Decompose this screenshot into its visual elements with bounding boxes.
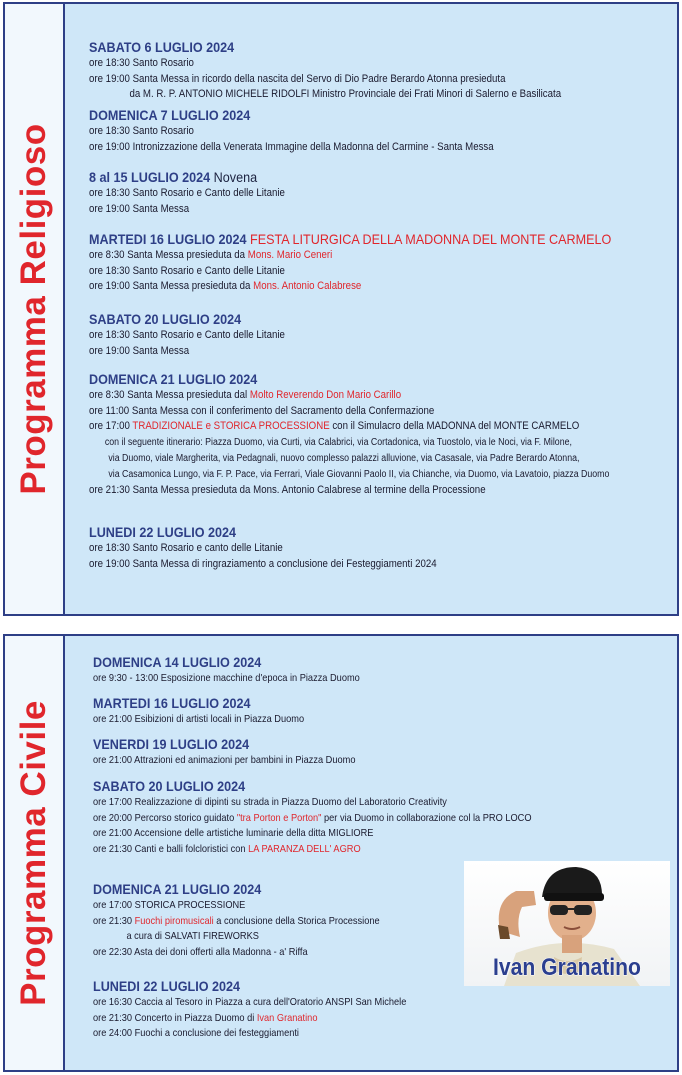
event-line [89, 140, 494, 156]
day-date: MARTEDI 16 LUGLIO 2024 [89, 231, 247, 247]
event-text: ore 19:00 Santa Messa [89, 344, 190, 357]
event-text: ore 18:30 Santo Rosario [89, 125, 194, 137]
event-text-cont: a conclusione della Storica Processione [213, 914, 380, 927]
day-heading [89, 169, 289, 186]
feast-title: FESTA LITURGICA DELLA MADONNA DEL MONTE CARMELO [246, 231, 612, 247]
event-line [93, 929, 380, 945]
event-line [89, 541, 437, 557]
event-line [89, 87, 561, 103]
event-text: ore 8:30 Santa Messa presieduta da [89, 249, 248, 261]
day-date: 8 al 15 LUGLIO 2024 [89, 169, 211, 185]
event-text: ore 21:00 Attrazioni ed animazioni per bambini in Piazza Duomo [93, 754, 356, 766]
event-highlight: Mons. Antonio Calabrese [253, 280, 362, 292]
event-text: con il seguente itinerario: Piazza Duomo, via Curti, via Calabrici, via Cortadonica, via Tuostolo, via le Noci, via F. Milone, [104, 436, 572, 448]
event-text: ore 8:30 Santa Messa presieduta dal [89, 389, 250, 401]
event-line [89, 557, 437, 573]
event-text: ore 22:30 Asta dei doni offerti alla Madonna - a' Riffa [93, 945, 308, 958]
event-highlight: "tra Porton e Porton" [236, 811, 322, 824]
event-line [89, 344, 285, 360]
event-text: ore 17:00 STORICA PROCESSIONE [93, 899, 246, 911]
event-text: ore 19:00 Santa Messa presieduta da [89, 280, 254, 292]
event-line [93, 753, 355, 769]
event-line [89, 451, 609, 467]
day-heading [89, 371, 621, 388]
event-text: ore 9:30 - 13:00 Esposizione macchine d'epoca in Piazza Duomo [93, 672, 360, 684]
programma-civile-panel [3, 634, 679, 1072]
schedule-day [93, 778, 591, 857]
event-highlight: LA PARANZA DELL' AGRO [248, 842, 361, 855]
day-heading-suffix: Novena [210, 169, 258, 185]
day-heading [93, 881, 386, 898]
schedule-day [93, 736, 391, 769]
day-date: DOMENICA 21 LUGLIO 2024 [93, 881, 262, 897]
event-text: ore 11:00 Santa Messa con il conferimento del Sacramento della Confermazione [89, 404, 435, 417]
event-line [93, 842, 532, 858]
event-line [89, 186, 285, 202]
event-text: ore 17:00 Realizzazione di dipinti su strada in Piazza Duomo del Laboratorio Creativity [93, 796, 447, 808]
day-heading [89, 524, 445, 541]
schedule-day [89, 169, 312, 217]
event-highlight: Ivan Granatino [256, 1011, 318, 1024]
event-text-cont: con il Simulacro della MADONNA del MONTE CARMELO [329, 420, 580, 432]
event-line [93, 945, 380, 961]
event-text: ore 21:30 Concerto in Piazza Duomo di [93, 1011, 257, 1024]
event-text-cont: per via Duomo in collaborazione col la PRO LOCO [321, 811, 532, 824]
schedule-day [93, 978, 449, 1042]
schedule-day [89, 371, 680, 498]
event-text: ore 21:30 Canti e balli folcloristici con [93, 842, 249, 855]
day-date: MARTEDI 16 LUGLIO 2024 [93, 695, 251, 711]
schedule-day [89, 311, 312, 359]
religioso-title: Programma Religioso [14, 123, 53, 495]
day-heading [93, 736, 361, 753]
event-text: via Duomo, viale Margherita, via Pedagnali, nuovo complesso palazzi alluvione, via Casasale, via Padre Berardo Atonna, [108, 452, 580, 464]
event-line [89, 124, 494, 140]
event-line [89, 419, 609, 435]
day-date: DOMENICA 14 LUGLIO 2024 [93, 654, 262, 670]
civile-sidebar [5, 636, 65, 1070]
schedule-day [93, 881, 419, 960]
event-text: ore 16:30 Caccia al Tesoro in Piazza a cura dell'Oratorio ANSPI San Michele [93, 996, 407, 1008]
schedule-day [89, 231, 669, 295]
schedule-day [89, 39, 625, 103]
event-line [89, 56, 561, 72]
event-line [93, 898, 380, 914]
event-line [93, 1011, 406, 1027]
event-line [93, 995, 406, 1011]
event-line [89, 404, 609, 420]
event-line [89, 279, 600, 295]
day-heading [89, 107, 503, 124]
day-heading [93, 654, 366, 671]
event-text: ore 18:30 Santo Rosario e Canto delle Litanie [89, 329, 285, 341]
religioso-sidebar [5, 4, 65, 614]
event-line [89, 467, 609, 483]
day-date: LUNEDI 22 LUGLIO 2024 [93, 978, 241, 994]
event-text: ore 21:30 Santa Messa presieduta da Mons. Antonio Calabrese al termine della Processione [89, 483, 486, 496]
artist-caption: Ivan Granatino [493, 954, 641, 981]
day-date: LUNEDI 22 LUGLIO 2024 [89, 524, 237, 540]
event-text: ore 18:30 Santo Rosario e Canto delle Litanie [89, 187, 285, 199]
event-text: ore 21:30 [93, 914, 135, 927]
day-date: SABATO 20 LUGLIO 2024 [89, 311, 242, 327]
event-line [93, 811, 532, 827]
event-text: ore 20:00 Percorso storico guidato [93, 811, 237, 824]
day-heading [93, 778, 541, 795]
day-heading [89, 39, 572, 56]
day-heading [89, 311, 289, 328]
event-text: ore 19:00 Santa Messa [89, 202, 190, 215]
programma-religioso-panel [3, 2, 679, 616]
event-line [93, 712, 304, 728]
event-line [89, 248, 600, 264]
day-date: DOMENICA 21 LUGLIO 2024 [89, 371, 258, 387]
event-line [93, 826, 532, 842]
event-text: ore 17:00 [89, 420, 133, 432]
day-date: SABATO 6 LUGLIO 2024 [89, 39, 235, 55]
event-text: ore 21:00 Esibizioni di artisti locali in Piazza Duomo [93, 713, 305, 725]
schedule-day [93, 695, 333, 728]
day-heading [89, 231, 611, 248]
event-line [93, 1026, 406, 1042]
event-text: ore 19:00 Santa Messa in ricordo della nascita del Servo di Dio Padre Berardo Atonna presieduta [89, 72, 506, 85]
event-text: ore 18:30 Santo Rosario [89, 57, 194, 69]
event-text: ore 18:30 Santo Rosario e canto delle Litanie [89, 542, 283, 554]
schedule-day [89, 524, 484, 572]
event-line [89, 264, 600, 280]
event-line [93, 795, 532, 811]
event-text: ore 19:00 Intronizzazione della Venerata Immagine della Madonna del Carmine - Santa Messa [89, 140, 494, 153]
event-line [89, 388, 609, 404]
day-heading [93, 978, 413, 995]
event-text: ore 18:30 Santo Rosario e Canto delle Litanie [89, 264, 285, 277]
event-line [89, 483, 609, 499]
civile-title: Programma Civile [14, 700, 53, 1006]
event-line [89, 72, 561, 88]
event-line [89, 435, 609, 451]
event-text: via Casamonica Lungo, via F. P. Pace, via Ferrari, Viale Giovanni Paolo II, via Chianche, via Duomo, via Lavatoio, piazza Duomo [108, 468, 610, 480]
event-text: a cura di SALVATI FIREWORKS [126, 930, 259, 942]
event-text: ore 24:00 Fuochi a conclusione dei festeggiamenti [93, 1027, 299, 1039]
event-text: da M. R. P. ANTONIO MICHELE RIDOLFI Ministro Provinciale dei Frati Minori di Salerno e Basilicata [129, 88, 562, 100]
artist-photo [464, 861, 670, 986]
event-highlight: TRADIZIONALE e STORICA PROCESSIONE [132, 420, 330, 432]
event-highlight: Fuochi piromusicali [134, 914, 214, 927]
day-date: SABATO 20 LUGLIO 2024 [93, 778, 246, 794]
schedule-day [93, 654, 396, 687]
day-heading [93, 695, 309, 712]
day-date: VENERDI 19 LUGLIO 2024 [93, 736, 250, 752]
day-date: DOMENICA 7 LUGLIO 2024 [89, 107, 251, 123]
event-text: ore 19:00 Santa Messa di ringraziamento a conclusione dei Festeggiamenti 2024 [89, 557, 437, 570]
event-text: ore 21:00 Accensione delle artistiche luminarie della ditta MIGLIORE [93, 827, 374, 839]
event-line [89, 328, 285, 344]
event-line [89, 202, 285, 218]
schedule-day [89, 107, 549, 155]
event-highlight: Molto Reverendo Don Mario Carillo [249, 389, 402, 401]
event-highlight: Mons. Mario Ceneri [247, 249, 333, 261]
event-line [93, 671, 360, 687]
event-line [93, 914, 380, 930]
